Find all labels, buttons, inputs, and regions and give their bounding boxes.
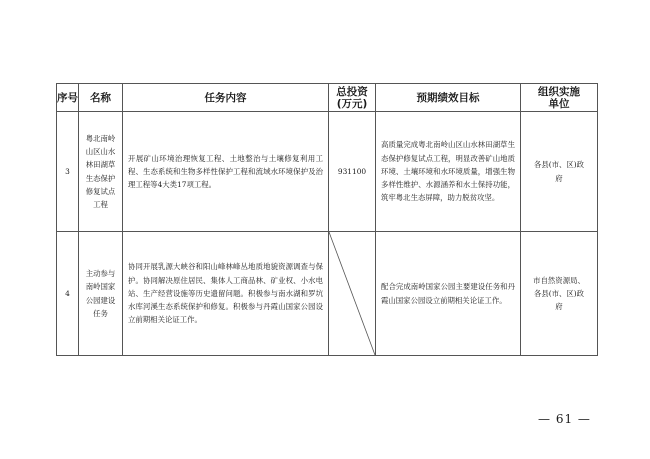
project-table (56, 83, 598, 356)
row-investment: 931100 (329, 112, 376, 232)
header-goal: 预期绩效目标 (376, 84, 521, 112)
row-goal: 高质量完成粤北南岭山区山水林田湖草生态保护修复试点工程，明显改善矿山地质环境、土壤环境和水环境质量，增强生物多样性维护、水源涵养和水土保持功能，筑牢粤北生态屏障，助力脱贫攻坚。 (376, 112, 521, 232)
row-investment-empty (329, 232, 376, 356)
table-header-row (57, 84, 598, 112)
row-name: 粤北南岭山区山水林田湖草生态保护修复试点工程 (79, 112, 123, 232)
page-number: — 61 — (538, 412, 591, 426)
table-row (57, 112, 598, 232)
row-task: 开展矿山环境治理恢复工程、土地整治与土壤修复利用工程、生态系统和生物多样性保护工程和流域水环境保护及治理工程等4大类17项工程。 (123, 112, 329, 232)
header-task: 任务内容 (123, 84, 329, 112)
row-no: 4 (57, 232, 79, 356)
row-org: 市自然资源局、各县(市、区)政府 (521, 232, 598, 356)
header-investment: 总投资 (万元) (329, 84, 376, 112)
diagonal-slash-line (329, 232, 375, 355)
row-no: 3 (57, 112, 79, 232)
table-row (57, 232, 598, 356)
row-task: 协同开展乳源大峡谷和阳山峰林峰丛地质地貌资源调查与保护。协同解决原住居民、集体人工商品林、矿业权、小水电站、生产经营设施等历史遗留问题。积极参与南水湖和罗坑水库河溪生态系统保护和修复。积极参与丹霞山国家公园设立前期相关论证工作。 (123, 232, 329, 356)
header-org: 组织实施 单位 (521, 84, 598, 112)
row-goal: 配合完成南岭国家公园主要建设任务和丹霞山国家公园设立前期相关论证工作。 (376, 232, 521, 356)
header-name: 名称 (79, 84, 123, 112)
header-no: 序号 (57, 84, 79, 112)
row-org: 各县(市、区)政府 (521, 112, 598, 232)
row-name: 主动参与南岭国家公园建设任务 (79, 232, 123, 356)
